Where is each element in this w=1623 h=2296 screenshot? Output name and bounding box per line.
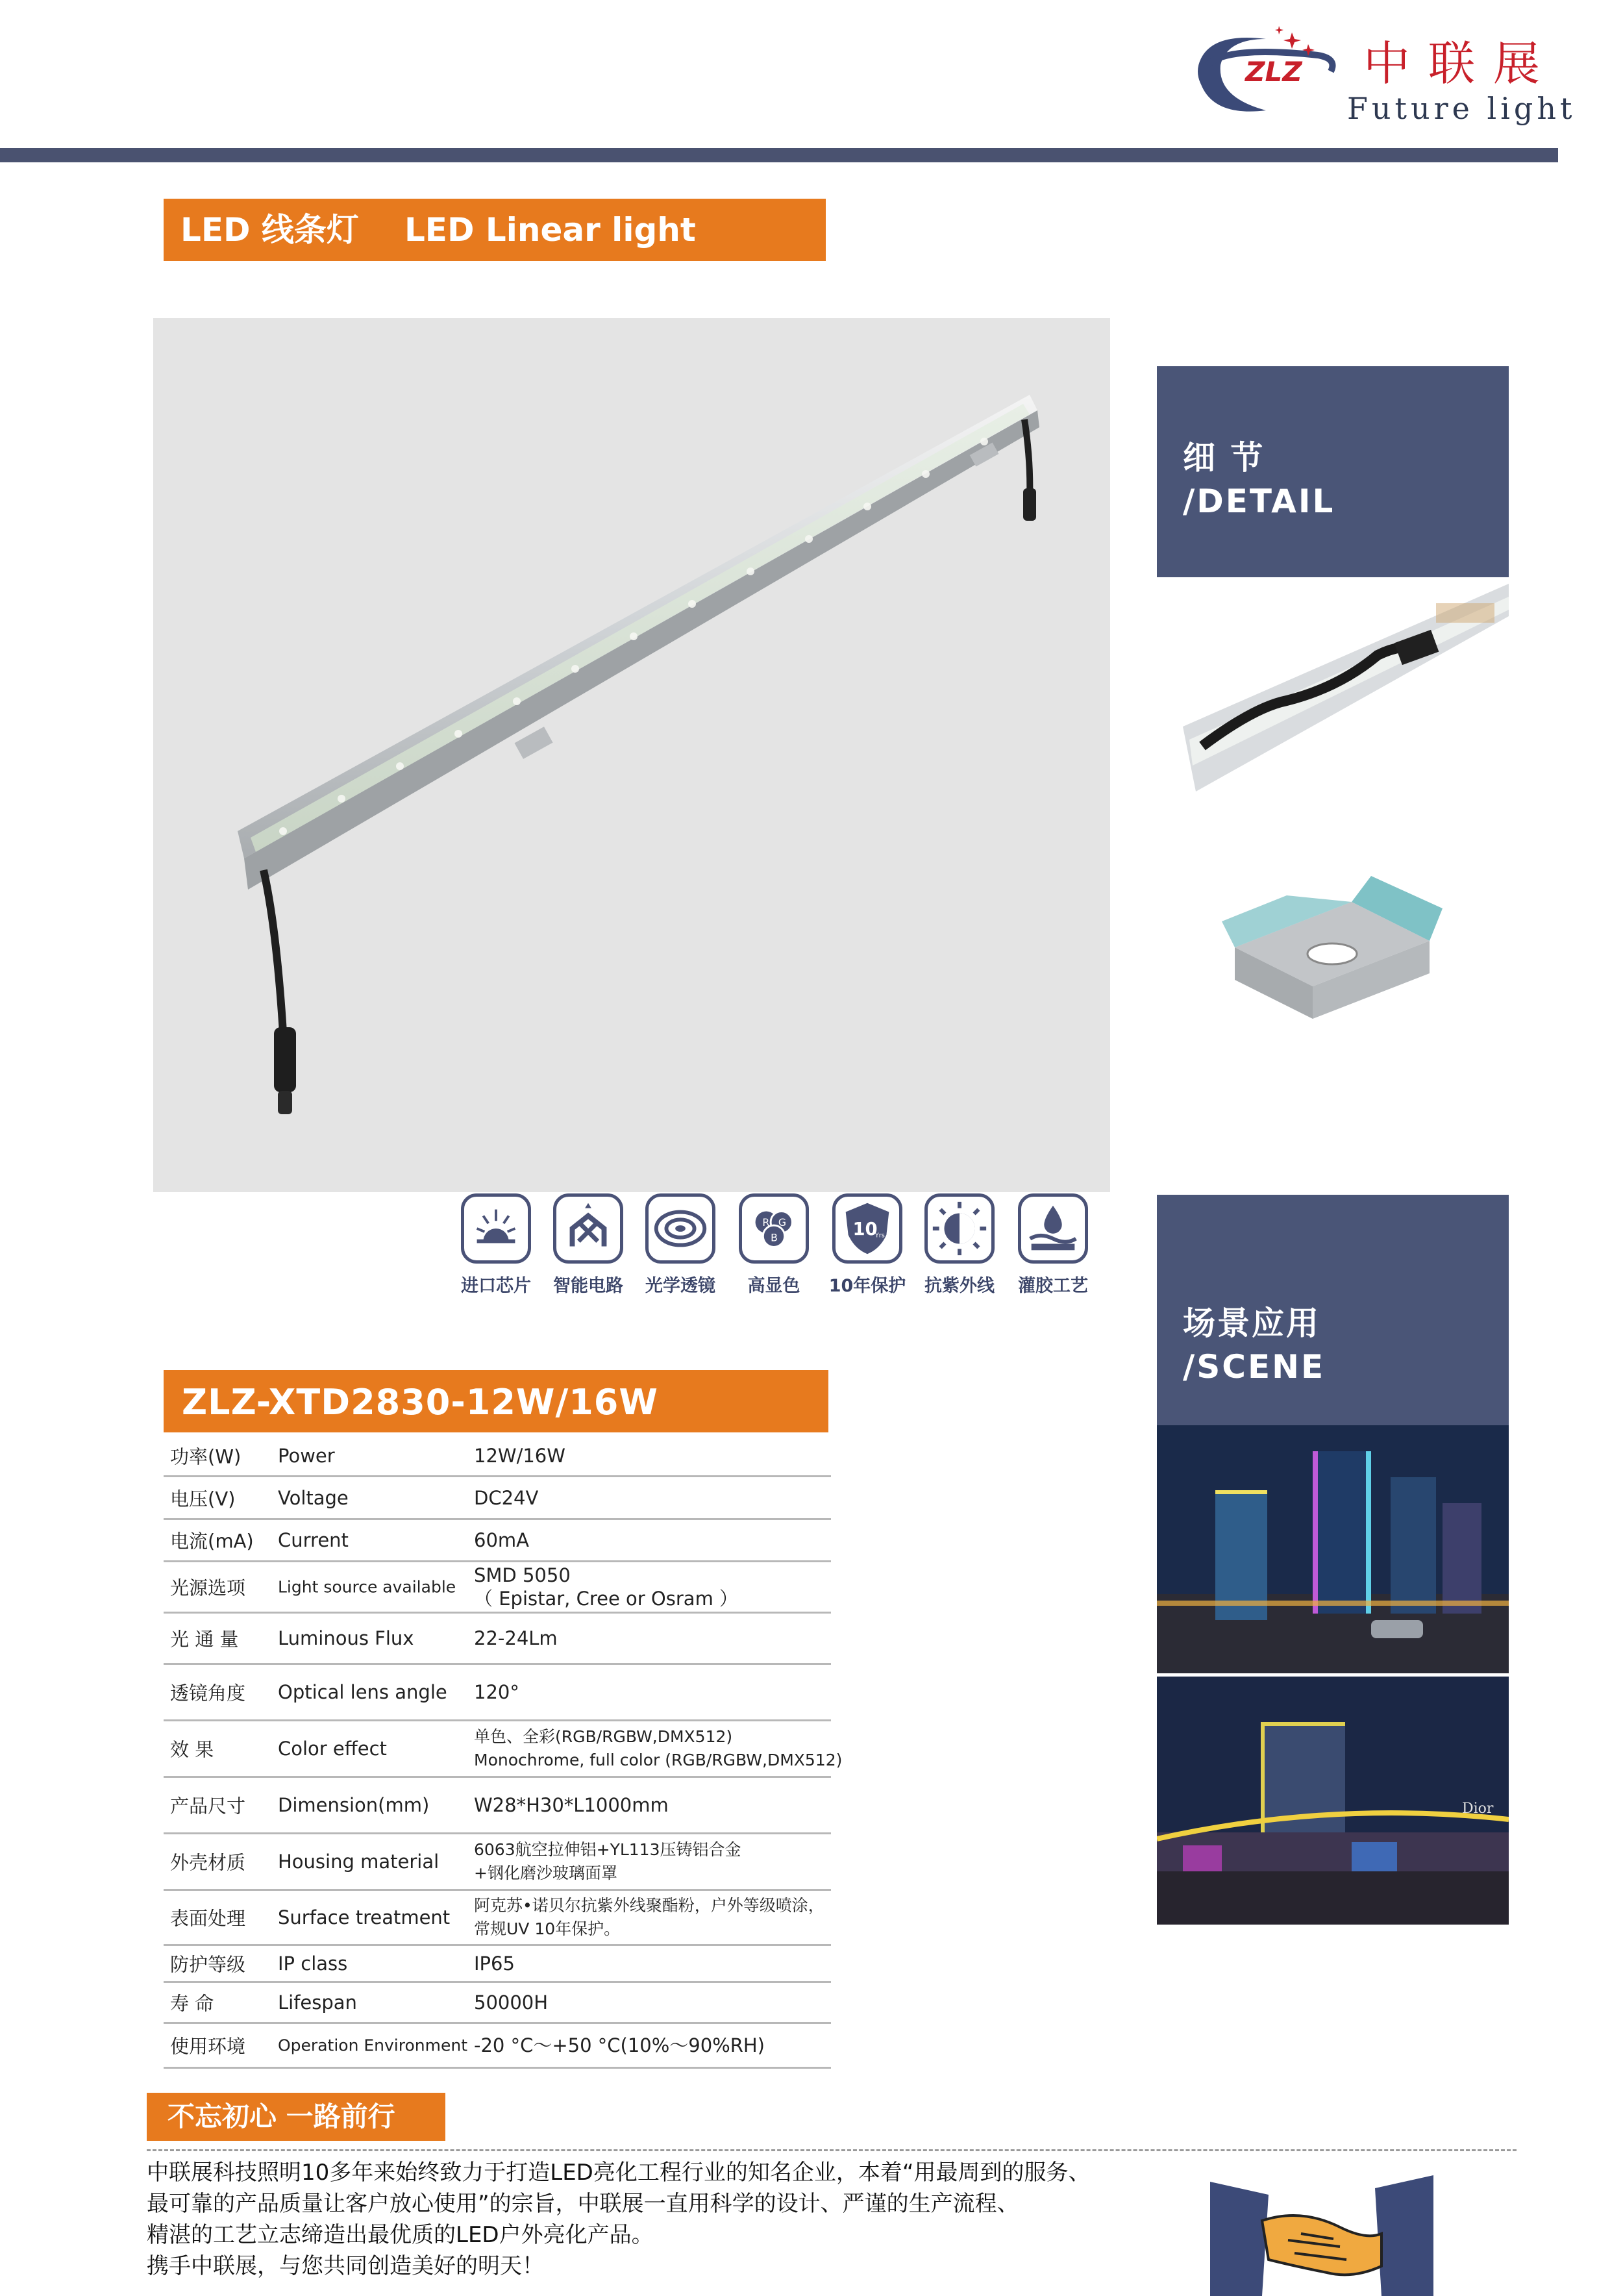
spec-row-current: 电流(mA) Current 60mA [164,1520,831,1562]
spec-row-voltage: 电压(V) Voltage DC24V [164,1477,831,1520]
feature-glue-potting: 灌胶工艺 [1008,1193,1098,1297]
scene-photo-night-towers [1157,1425,1509,1673]
svg-text:B: B [771,1231,778,1244]
glue-icon [1018,1193,1088,1264]
brand-logo-mark [1188,19,1344,130]
dashed-divider [147,2149,1517,2151]
detail-photo-profile [1157,577,1509,850]
title-cn: LED 线条灯 [180,211,359,249]
chip-icon [461,1193,531,1264]
spec-row-lens-angle: 透镜角度 Optical lens angle 120° [164,1665,831,1721]
spec-row-light-source: 光源选项 Light source available SMD 5050 （ Epistar, Cree or Osram ） [164,1562,831,1614]
spec-row-dimension: 产品尺寸 Dimension(mm) W28*H30*L1000mm [164,1778,831,1834]
led-linear-light-illustration [153,318,1110,1192]
spec-row-ip-class: 防护等级 IP class IP65 [164,1946,831,1983]
header-divider [0,148,1558,162]
feature-high-color-rendering: R G B 高显色 [728,1193,819,1297]
company-description: 中联展科技照明10多年来始终致力于打造LED亮化工程行业的知名企业，本着“用最周到的服务、 最可靠的产品质量让客户放心使用”的宗旨，中联展一直用科学的设计、严谨的生产流程、 精湛的工艺立志缔造出最优质的LED户外亮化产品。 携手中联展，与您共同创造美好的明天！ [147,2160,1091,2279]
scene-photo-shopping-mall [1157,1677,1509,1925]
feature-10-year-protection: 10 Yrs 10年保护 [822,1193,913,1297]
brand-cn-name: 中联展 [1363,36,1559,91]
svg-text:R: R [762,1216,770,1229]
logo-zlz-text: ZLZ [1245,56,1302,88]
uv-icon [924,1193,995,1264]
spec-row-lifespan: 寿 命 Lifespan 50000H [164,1983,831,2024]
detail-title-en: /DETAIL [1183,482,1335,520]
rgb-icon [739,1193,809,1264]
scene-panel [1157,1195,1509,1425]
spec-row-operation-environment: 使用环境 Operation Environment -20 °C～+50 °C(10%～90%RH) [164,2024,831,2069]
svg-text:Yrs: Yrs [874,1232,885,1240]
slogan-bar: 不忘初心 一路前行 [147,2093,445,2141]
feature-smart-circuit: 智能电路 [543,1193,634,1297]
spec-row-surface-treatment: 表面处理 Surface treatment 阿克苏•诺贝尔抗紫外线聚酯粉，户外等级喷涂， 常规UV 10年保护。 [164,1891,831,1946]
detail-panel [1157,366,1509,577]
spec-row-housing-material: 外壳材质 Housing material 6063航空拉伸铝+YL113压铸铝合金 +钢化磨沙玻璃面罩 [164,1834,831,1891]
brand-en-name: Future light [1347,91,1576,126]
handshake-icon [1210,2169,1433,2296]
svg-text:10: 10 [852,1219,878,1240]
detail-title-cn: 细 节 [1183,439,1265,477]
spec-row-power: 功率(W) Power 12W/16W [164,1436,831,1477]
product-title-bar [164,199,826,261]
model-title-bar: ZLZ-XTD2830-12W/16W [164,1370,828,1432]
feature-optical-lens: 光学透镜 [635,1193,726,1297]
shield-10yrs-icon [832,1193,902,1264]
spec-row-color-effect: 效 果 Color effect 单色、全彩(RGB/RGBW,DMX512) Monochrome, full color (RGB/RGBW,DMX512) [164,1721,831,1778]
detail-photo-bracket [1157,850,1509,1195]
title-en: LED Linear light [404,211,696,249]
scene-title-en: /SCENE [1183,1348,1326,1386]
scene-store-sign: Dior [1462,1801,1494,1817]
spec-row-luminous-flux: 光 通 量 Luminous Flux 22-24Lm [164,1614,831,1665]
feature-imported-chip: 进口芯片 [451,1193,541,1297]
feature-anti-uv: 抗紫外线 [914,1193,1005,1297]
lens-icon [645,1193,715,1264]
svg-text:G: G [778,1216,787,1229]
scene-title-cn: 场景应用 [1183,1304,1320,1342]
circuit-icon [553,1193,623,1264]
product-photo [153,318,1110,1192]
